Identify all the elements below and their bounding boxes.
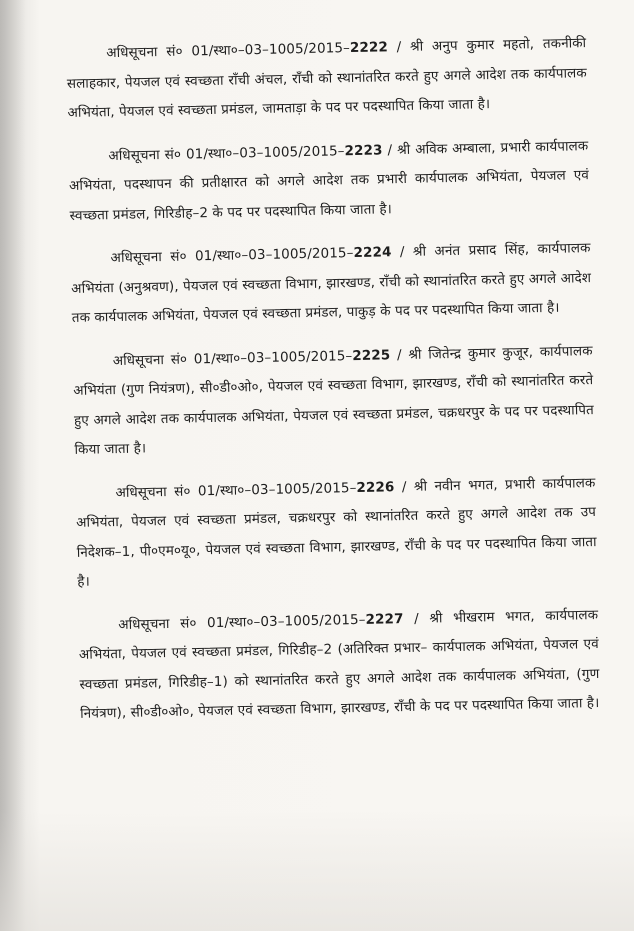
notification-paragraph-2227 xyxy=(78,600,600,729)
page-edge-shadow xyxy=(0,0,26,931)
notification-text: / श्री भीखराम भगत, कार्यपालक अभियंता, पेयजल एवं स्वच्छता प्रमंडल, गिरिडीह–2 (अतिरिक्त प्रभार– कार्यपालक अभियंता, पेयजल एवं स्वच्छता प्रमंडल, गिरिडीह–1) को स्थानांतरित करते हुए अगले आदेश तक कार्यपालक अभियंता, (गुण नियंत्रण), सी०डी०ओ०, पेयजल एवं स्वच्छता विभाग, झारखण्ड, राँची के पद पर पदस्थापित किया जाता है। xyxy=(78,606,600,722)
notification-paragraph-2224 xyxy=(70,234,592,333)
notification-text: / श्री जितेन्द्र कुमार कुजूर, कार्यपालक अभियंता (गुण नियंत्रण), सी०डी०ओ०, पेयजल एवं स्वच्छता विभाग, झारखण्ड, राँची को स्थानांतरित करते हुए अगले आदेश तक कार्यपालक अभियंता, पेयजल एवं स्वच्छता प्रमंडल, चक्रधरपुर के पद पर पदस्थापित किया जाता है। xyxy=(73,342,595,458)
notification-ref-prefix: अधिसूचना सं० 01/स्था०–03–1005/2015– xyxy=(118,611,366,633)
page-bottom-shade xyxy=(0,811,634,931)
notification-ref-prefix: अधिसूचना सं० 01/स्था०–03–1005/2015– xyxy=(112,347,353,369)
notification-paragraph-2222 xyxy=(66,29,588,128)
notification-paragraph-2223 xyxy=(68,132,590,231)
notification-paragraph-2225 xyxy=(72,337,594,466)
notification-ref-prefix: अधिसूचना सं० 01/स्था०–03–1005/2015– xyxy=(106,40,351,62)
notification-ref-number: 2226 xyxy=(356,478,395,496)
notification-ref-prefix: अधिसूचना सं० 01/स्था०–03–1005/2015– xyxy=(108,142,345,164)
notification-ref-number: 2227 xyxy=(365,610,404,628)
notification-ref-prefix: अधिसूचना सं० 01/स्था०–03–1005/2015– xyxy=(110,245,354,267)
notification-ref-number: 2222 xyxy=(349,39,389,57)
notification-text: / श्री अविक अम्बाला, प्रभारी कार्यपालक अभियंता, पदस्थापन की प्रतीक्षारत को अगले आदेश तक प्रभारी कार्यपालक अभियंता, पेयजल एवं स्वच्छता प्रमंडल, गिरिडीह–2 के पद पर पदस्थापित किया जाता है। xyxy=(68,137,590,224)
notification-ref-number: 2224 xyxy=(353,244,392,262)
notification-text: / श्री अनुप कुमार महतो, तकनीकी सलाहकार, पेयजल एवं स्वच्छता राँची अंचल, राँची को स्थानांतरित करते हुए अगले आदेश तक कार्यपालक अभियंता, पेयजल एवं स्वच्छता प्रमंडल, जामताड़ा के पद पर पदस्थापित किया जाता है। xyxy=(66,35,587,121)
notification-ref-prefix: अधिसूचना सं० 01/स्था०–03–1005/2015– xyxy=(115,479,357,501)
notification-text: / श्री अनंत प्रसाद सिंह, कार्यपालक अभियंता (अनुश्रवण), पेयजल एवं स्वच्छता विभाग, झारखण्ड, राँची को स्थानांतरित करते हुए अगले आदेश तक कार्यपालक अभियंता, पेयजल एवं स्वच्छता प्रमंडल, पाकुड़ के पद पर पदस्थापित किया जाता है। xyxy=(71,240,592,326)
notification-paragraph-2226 xyxy=(75,469,597,598)
notification-body xyxy=(66,29,601,743)
notification-text: / श्री नवीन भगत, प्रभारी कार्यपालक अभियंता, पेयजल एवं स्वच्छता प्रमंडल, चक्रधरपुर को स्थानांतरित करते हुए अगले आदेश तक उप निदेशक–1, पी०एम०यू०, पेयजल एवं स्वच्छता विभाग, झारखण्ड, राँची के पद पर पदस्थापित किया जाता है। xyxy=(75,474,597,590)
notification-ref-number: 2223 xyxy=(344,141,383,159)
notification-ref-number: 2225 xyxy=(352,346,391,364)
